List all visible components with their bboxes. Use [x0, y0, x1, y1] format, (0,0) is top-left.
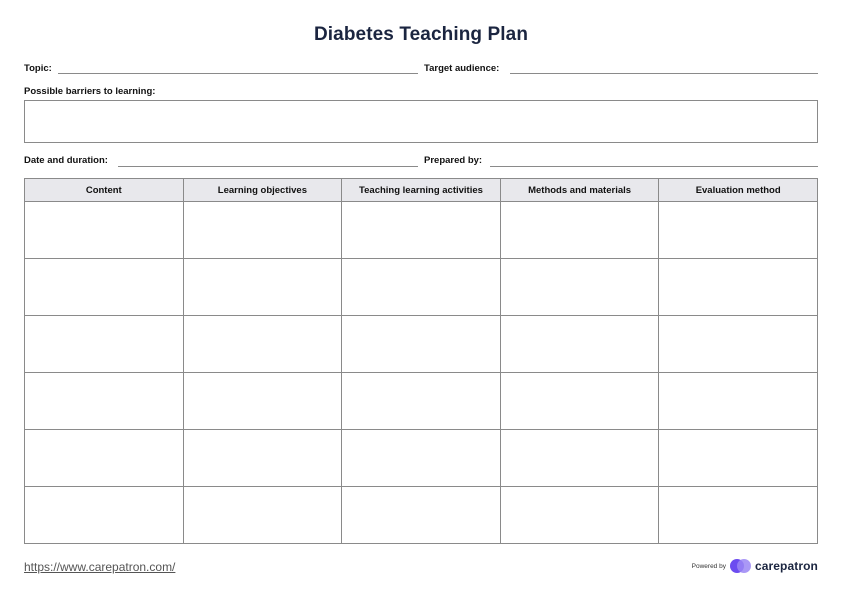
table-cell[interactable]: [25, 487, 184, 544]
powered-by-label: Powered by: [691, 562, 726, 570]
table-row: [25, 430, 818, 487]
carepatron-logo-icon: [730, 558, 752, 574]
table-cell[interactable]: [25, 316, 184, 373]
teaching-plan-table: [24, 178, 818, 544]
prepared-by-label: Prepared by:: [424, 155, 483, 166]
table-cell[interactable]: [342, 202, 501, 259]
table-row: [25, 373, 818, 430]
header-content: Content: [25, 179, 184, 202]
target-audience-label: Target audience:: [424, 63, 500, 74]
date-duration-label: Date and duration:: [24, 155, 108, 166]
header-methods-and-materials: Methods and materials: [500, 179, 659, 202]
table-cell[interactable]: [342, 430, 501, 487]
table-cell[interactable]: [25, 373, 184, 430]
table-row: [25, 316, 818, 373]
table-cell[interactable]: [183, 487, 342, 544]
target-audience-field[interactable]: [510, 73, 818, 74]
table-row: [25, 487, 818, 544]
table-cell[interactable]: [342, 316, 501, 373]
page-title: Diabetes Teaching Plan: [313, 24, 529, 45]
table-cell[interactable]: [500, 259, 659, 316]
table-cell[interactable]: [25, 430, 184, 487]
table-cell[interactable]: [659, 259, 818, 316]
barriers-label: Possible barriers to learning:: [24, 86, 156, 97]
prepared-by-field[interactable]: [490, 166, 818, 167]
table-cell[interactable]: [500, 373, 659, 430]
table-cell[interactable]: [659, 373, 818, 430]
table-cell[interactable]: [183, 373, 342, 430]
table-cell[interactable]: [342, 259, 501, 316]
table-cell[interactable]: [25, 202, 184, 259]
table-cell[interactable]: [183, 316, 342, 373]
table-cell[interactable]: [659, 316, 818, 373]
topic-field[interactable]: [58, 73, 418, 74]
footer-url-link[interactable]: https://www.carepatron.com/: [24, 560, 176, 574]
table-cell[interactable]: [659, 202, 818, 259]
header-learning-objectives: Learning objectives: [183, 179, 342, 202]
table-cell[interactable]: [183, 259, 342, 316]
table-cell[interactable]: [500, 202, 659, 259]
table-cell[interactable]: [342, 487, 501, 544]
table-cell[interactable]: [500, 430, 659, 487]
table-cell[interactable]: [659, 430, 818, 487]
table-row: [25, 202, 818, 259]
table-cell[interactable]: [500, 487, 659, 544]
header-teaching-learning-activities: Teaching learning activities: [342, 179, 501, 202]
barriers-field[interactable]: [24, 100, 818, 143]
powered-by-badge[interactable]: [692, 558, 818, 574]
table-row: [25, 259, 818, 316]
table-cell[interactable]: [183, 430, 342, 487]
table-cell[interactable]: [25, 259, 184, 316]
table-cell[interactable]: [659, 487, 818, 544]
table-cell[interactable]: [183, 202, 342, 259]
table-header-row: [25, 179, 818, 202]
header-evaluation-method: Evaluation method: [659, 179, 818, 202]
table-cell[interactable]: [500, 316, 659, 373]
table-cell[interactable]: [342, 373, 501, 430]
topic-label: Topic:: [24, 63, 52, 74]
brand-name: carepatron: [754, 559, 818, 573]
date-duration-field[interactable]: [118, 166, 418, 167]
